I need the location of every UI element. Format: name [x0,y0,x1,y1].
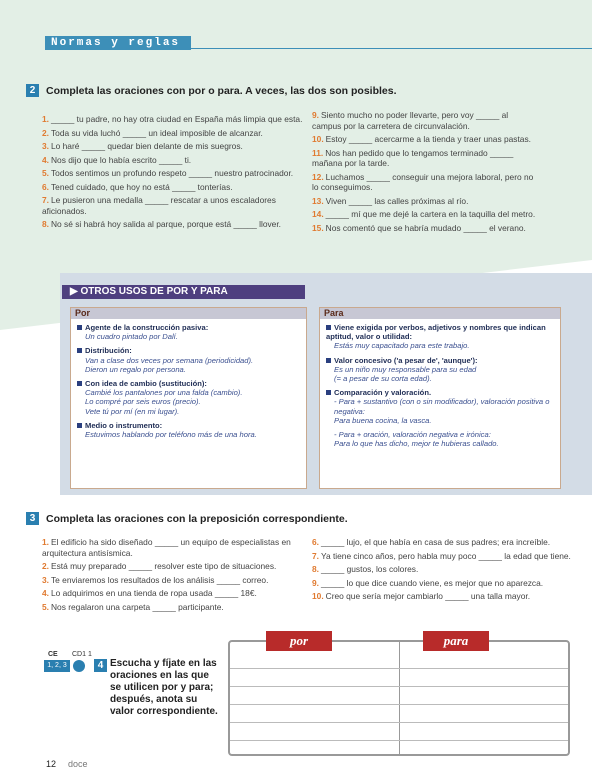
usage-box-title [62,285,305,299]
para-panel-header: Para [320,308,560,319]
item-number: 14. [312,209,324,219]
por-tab: por [266,631,332,651]
usage-heading [77,421,300,430]
exercise-2-number: 2 [26,84,39,97]
item-number: 4. [42,154,49,165]
exercise-item [42,575,304,586]
por-panel [70,307,307,489]
item-number: 6. [42,181,49,192]
usage-example-text: - Para + oración, valoración negativa e irónica: [334,430,491,440]
cd-icon [73,660,85,672]
page-number: 12 [46,759,57,769]
exercise-4-number: 4 [94,659,107,672]
usage-example [326,365,554,374]
exercise-item [42,561,304,572]
bullet-icon [326,390,331,395]
item-number: 6. [312,537,319,547]
item-text: Le pusieron una medalla _____ rescatar a unos escaladores aficionados. [42,195,276,216]
usage-example-text: Cambié los pantalones por una falda (cambio). [85,388,243,398]
item-text: Toda su vida luchó _____ un ideal imposible de alcanzar. [51,127,263,138]
item-text: Ya tiene cinco años, pero habla muy poco _____ la edad que tiene. [321,550,571,561]
item-number: 11. [312,147,324,158]
usage-example-text: Estuvimos hablando por teléfono más de una hora. [85,430,257,440]
exercise-item [42,588,304,599]
exercise-item [312,551,582,562]
usage-example-text: Dieron un regalo por persona. [85,364,186,374]
para-panel [319,307,561,489]
usage-heading [77,379,300,388]
item-text: Todos sentimos un profundo respeto _____ nuestro patrocinador. [51,168,294,178]
usage-heading-text: Viene exigida por verbos, adjetivos y nombres que indican aptitud, valor o utilidad: [326,323,546,342]
exercise-item [42,141,304,152]
bullet-icon [77,325,82,330]
exercise-item [312,223,538,234]
item-number: 5. [42,168,49,178]
exercise-item [312,578,582,589]
usage-example [326,416,554,425]
page-word: doce [68,759,88,769]
exercise-item [42,114,304,125]
item-number: 8. [42,219,49,229]
para-usage-list [320,319,560,457]
grid-line [230,722,568,723]
item-text: Tened cuidado, que hoy no está _____ tonterías. [51,181,233,192]
usage-example [326,341,554,350]
usage-example-text: Lo compré por seis euros (precio). [85,397,201,407]
item-text: Siento mucho no poder llevarte, pero voy _____ al campus por la carretera de circunvalación. [312,110,509,131]
usage-heading [326,388,554,397]
exercise-item [42,219,304,230]
usage-example [77,356,300,365]
grid-line [230,668,568,669]
usage-entry [77,421,300,439]
usage-heading [326,356,554,365]
item-number: 4. [42,588,49,598]
exercise-item [42,537,304,558]
exercise-item [312,537,582,548]
usage-heading-text: Valor concesivo ('a pesar de', 'aunque'): [334,355,478,365]
item-number: 9. [312,577,319,588]
exercise-item [42,602,304,613]
item-number: 7. [42,195,49,205]
item-number: 7. [312,550,319,561]
item-number: 15. [312,222,324,233]
item-text: _____ gustos, los colores. [321,564,419,574]
grid-line [230,740,568,741]
usage-heading-text: Comparación y valoración. [334,388,432,398]
item-text: No sé si habrá hoy salida al parque, porque está _____ llover. [51,219,281,229]
usage-heading [77,346,300,355]
grid-divider [399,642,400,754]
item-number: 2. [42,561,49,571]
usage-example [326,374,554,383]
exercise-3-left-column [42,537,304,615]
usage-heading-text: Medio o instrumento: [85,420,163,430]
usage-box-title-text: OTROS USOS DE POR Y PARA [80,286,228,297]
usage-example-text: Para buena cocina, la vasca. [334,415,432,425]
usage-heading [326,323,554,341]
usage-heading-text: Agente de la construcción pasiva: [85,323,209,332]
exercise-4-instructions: Escucha y fíjate en las oraciones en las que se utilicen por y para; después, anota su valor correspondiente. [110,658,218,717]
exercise-item [42,195,304,216]
item-text: Viven _____ las calles próximas al río. [325,195,469,206]
item-number: 13. [312,195,324,206]
item-text: Estoy _____ acercarme a la tienda y traer unas pastas. [325,134,531,144]
bullet-icon [77,381,82,386]
item-number: 9. [312,110,319,120]
bullet-icon [326,358,331,363]
item-number: 12. [312,171,324,182]
usage-example [77,397,300,406]
exercise-item [312,209,538,220]
usage-example [326,430,554,439]
usage-heading-text: Con idea de cambio (sustitución): [85,379,207,389]
exercise-2-title: Completa las oraciones con por o para. A veces, las dos son posibles. [46,85,397,97]
exercise-3-right-column [312,537,582,605]
exercise-item [312,196,538,207]
usage-example [77,430,300,439]
usage-entry [77,346,300,374]
item-text: _____ tu padre, no hay otra ciudad en España más limpia que esta. [51,114,303,124]
item-number: 1. [42,537,49,547]
item-text: _____ lujo, el que había en casa de sus padres; era increíble. [321,537,551,547]
exercise-item [42,168,304,179]
item-number: 3. [42,574,49,585]
exercise-item [312,134,538,145]
item-number: 8. [312,564,319,574]
item-text: Nos dijo que lo había escrito _____ ti. [51,154,192,165]
exercise-3-number: 3 [26,512,39,525]
item-number: 10. [312,134,324,144]
item-text: Nos comentó que se habría mudado _____ el verano. [325,222,526,233]
item-text: Nos regalaron una carpeta _____ participante. [51,601,224,612]
usage-entry [326,388,554,425]
exercise-item [312,564,582,575]
exercise-2-left-column [42,114,304,233]
usage-example-text: Un cuadro pintado por Dalí. [85,332,178,342]
item-text: Luchamos _____ conseguir una mejora laboral, pero no lo conseguimos. [312,171,534,192]
cd-label: CD1 1 [72,651,92,658]
item-number: 10. [312,591,324,601]
usage-example-text: Van a clase dos veces por semana (periodicidad). [85,355,254,365]
grid-line [230,704,568,705]
bullet-icon [77,348,82,353]
usage-example-text: Es un niño muy responsable para su edad [334,364,477,374]
ce-pages-badge: 1, 2, 3 [44,660,70,672]
usage-example-text: Estás muy capacitado para este trabajo. [334,341,470,351]
exercise-3-title: Completa las oraciones con la preposición correspondiente. [46,513,348,525]
grid-line [230,686,568,687]
item-text: Nos han pedido que lo tengamos terminado _____ mañana por la tarde. [312,147,514,168]
exercise-2-right-column [312,110,538,236]
por-panel-header: Por [71,308,306,319]
bullet-icon [77,423,82,428]
bullet-icon [326,325,331,330]
exercise-item [42,155,304,166]
usage-entry [326,356,554,384]
usage-example [77,365,300,374]
item-text: Lo haré _____ quedar bien delante de mis suegros. [51,141,243,151]
usage-entry [77,379,300,416]
exercise-item [312,172,538,193]
exercise-item [312,110,538,131]
item-text: Está muy preparado _____ resolver este tipo de situaciones. [51,561,277,571]
item-number: 2. [42,127,49,138]
usage-entry [326,323,554,351]
por-usage-list [71,319,306,448]
item-text: _____ lo que dice cuando viene, es mejor que no aparezca. [321,577,544,588]
item-text: _____ mí que me dejé la cartera en la taquilla del metro. [325,209,536,219]
item-text: Te enviaremos los resultados de los análisis _____ correo. [51,574,269,585]
item-number: 5. [42,601,49,612]
exercise-item [312,148,538,169]
usage-example [77,332,300,341]
usage-example [326,439,554,448]
usage-example-text: Para lo que has dicho, mejor te hubieras callado. [334,439,499,449]
usage-example-text: Vete tú por mí (en mi lugar). [85,406,180,416]
item-text: Creo que sería mejor cambiarlo _____ una talla mayor. [325,591,531,601]
item-number: 3. [42,141,49,151]
usage-example [77,407,300,416]
exercise-item [42,128,304,139]
usage-example-text: (= a pesar de su corta edad). [334,374,432,384]
answer-grid [228,640,570,756]
exercise-item [312,591,582,602]
usage-entry [77,323,300,341]
usage-example-text: - Para + sustantivo (con o sin modificador), valoración positiva o negativa: [334,397,550,416]
arrow-icon: ▶ [70,286,81,297]
item-text: Lo adquirimos en una tienda de ropa usada _____ 18€. [51,588,257,598]
section-label: Normas y reglas [45,36,191,50]
section-divider [185,48,592,49]
item-number: 1. [42,114,49,124]
usage-example [77,388,300,397]
usage-entry [326,430,554,448]
exercise-item [42,182,304,193]
item-text: El edificio ha sido diseñado _____ un equipo de especialistas en arquitectura antisísmica. [42,537,291,558]
usage-example [326,397,554,415]
usage-heading-text: Distribución: [85,346,132,356]
para-tab: para [423,631,489,651]
usage-heading [77,323,300,332]
ce-label: CE [48,651,58,658]
